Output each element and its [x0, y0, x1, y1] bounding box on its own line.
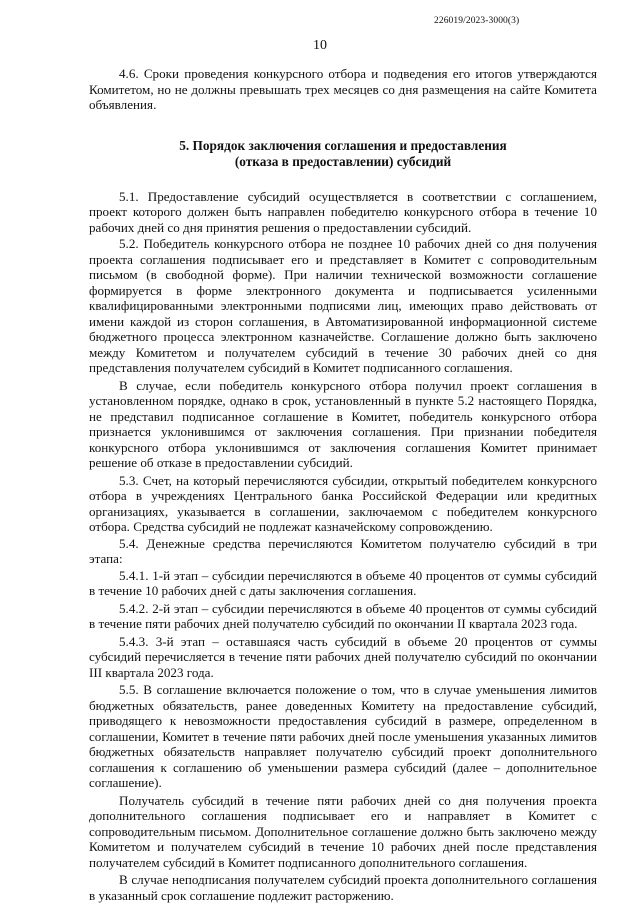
paragraph-termination: В случае неподписания получателем субсидий проекта дополнительного соглашения в указанный срок соглашение подлежит расторжению. [89, 872, 597, 903]
paragraph-5-4-3: 5.4.3. 3-й этап – оставшаяся часть субсидий в объеме 20 процентов от суммы субсидий перечисляется в течение пяти рабочих дней получателю субсидий по окончании III квартала 2023 года. [89, 633, 597, 680]
paragraph-5-3: 5.3. Счет, на который перечисляются субсидии, открытый победителем конкурсного отбора в учреждениях Центрального банка Российской Федерации или кредитных организациях, указывается в соглашении, заключаемом с победителем конкурсного отбора. Средства субсидий не подлежат казначейскому сопровождению. [89, 472, 597, 534]
paragraph-refusal: В случае, если победитель конкурсного отбора получил проект соглашения в установленном порядке, однако в срок, установленный в пункте 5.2 настоящего Порядка, не представил подписанное соглашение в Комитет, победитель конкурсного отбора признается уклонившимся от заключения соглашения. При признании победителя конкурсного отбора уклонившимся от заключения соглашения Комитет принимает решение об отказе в предоставлении субсидий. [89, 377, 597, 470]
section-title-line-2: (отказа в предоставлении) субсидий [234, 153, 452, 169]
paragraph-5-5: 5.5. В соглашение включается положение о том, что в случае уменьшения лимитов бюджетных обязательств, ранее доведенных Комитету на предоставление субсидий, приводящего к невозможности предоставления субсидий в размере, определенном в соглашении, Комитет в течение пяти рабочих дней после уменьшения указанных лимитов бюджетных обязательств направляет получателю субсидий проект дополнительного соглашения к соглашению об уменьшении размера субсидий (далее – дополнительное соглашение). [89, 682, 597, 790]
paragraph-5-2: 5.2. Победитель конкурсного отбора не позднее 10 рабочих дней со дня получения проекта соглашения подписывает его и представляет в Комитет с сопроводительным письмом (в свободной форме). При наличии технической возможности соглашение формируется в форме электронного документа и подписывается усиленными квалифицированными электронными подписями лиц, имеющих право действовать от имени каждой из сторон соглашения, в Автоматизированной информационной системе бюджетного процесса электронном казначействе. Соглашение должно быть заключено между Комитетом и получателем субсидий в течение 30 рабочих дней со дня представления получателем субсидий в Комитет подписанного соглашения. [89, 236, 597, 375]
paragraph-recipient: Получатель субсидий в течение пяти рабочих дней со дня получения проекта дополнительного соглашения подписывает его и направляет в Комитет с сопроводительным письмом. Дополнительное соглашение должно быть заключено между Комитетом и получателем субсидий в течение 10 рабочих дней после представления получателем субсидий в Комитет подписанного дополнительного соглашения. [89, 792, 597, 870]
paragraph-5-4-2: 5.4.2. 2-й этап – субсидии перечисляются в объеме 40 процентов от суммы субсидий в течение пяти рабочих дней получателю субсидий по окончании II квартала 2023 года. [89, 600, 597, 631]
paragraph-5-4-1: 5.4.1. 1-й этап – субсидии перечисляются в объеме 40 процентов от суммы субсидий в течение 10 рабочих дней с даты заключения соглашения. [89, 567, 597, 598]
document-id: 226019/2023-3000(3) [434, 16, 520, 26]
section-title-line-1: 5. Порядок заключения соглашения и предоставления [179, 137, 507, 153]
paragraph-5-4: 5.4. Денежные средства перечисляются Комитетом получателю субсидий в три этапа: [89, 535, 597, 566]
page-number: 10 [313, 38, 327, 53]
section-heading [89, 138, 597, 170]
paragraph-5-1: 5.1. Предоставление субсидий осуществляется в соответствии с соглашением, проект которого должен быть направлен победителю конкурсного отбора в течение 10 рабочих дней со дня принятия решения о предоставлении субсидий. [89, 188, 597, 235]
paragraph-4-6: 4.6. Сроки проведения конкурсного отбора и подведения его итогов утверждаются Комитетом, но не должны превышать трех месяцев со дня размещения на сайте Комитета объявления. [89, 66, 597, 112]
document-body [89, 66, 597, 903]
